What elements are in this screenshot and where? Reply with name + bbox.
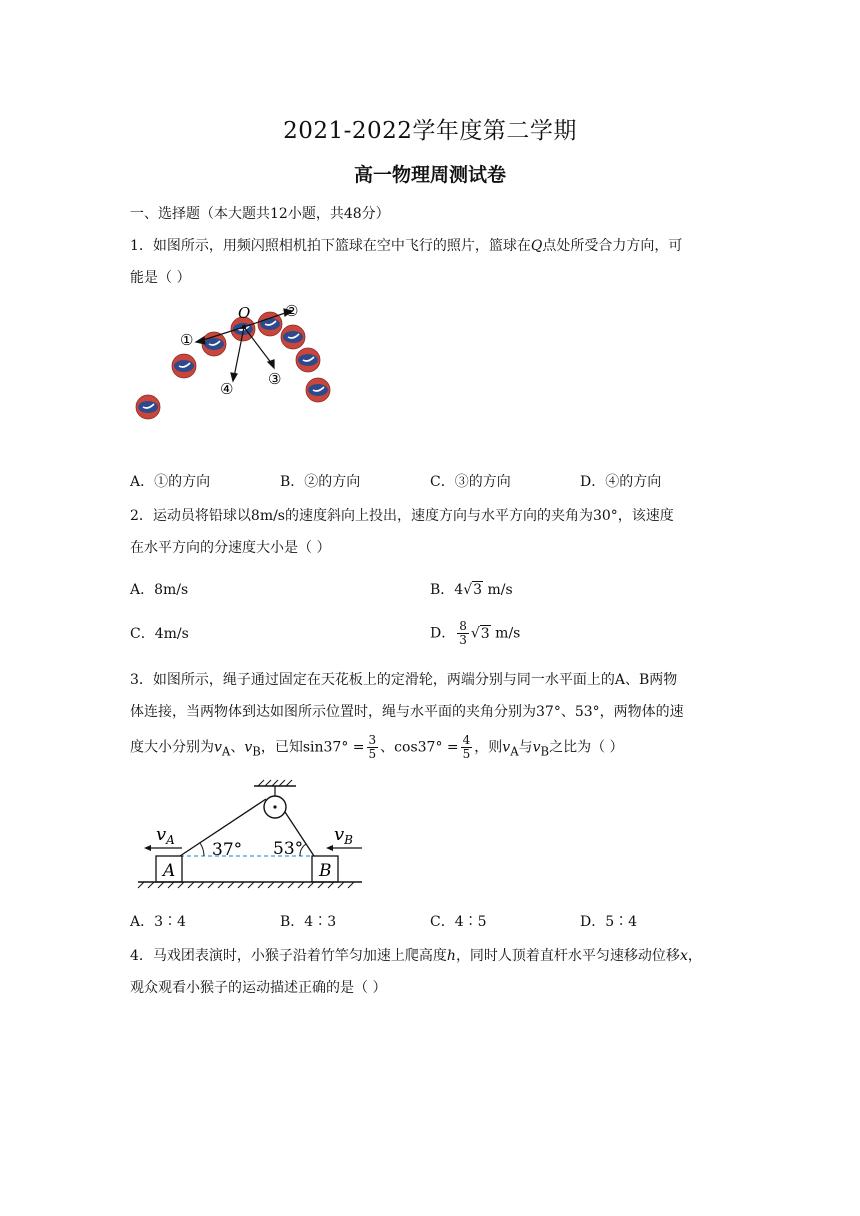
- direction-label-4: ④: [220, 380, 234, 398]
- q3-option-d: D．5∶4: [580, 914, 638, 930]
- q2-option-b: B．4√3 m/s: [430, 582, 513, 598]
- angle-arc-a: [200, 843, 204, 856]
- pulley-axle: [273, 805, 276, 808]
- direction-label-1: ①: [180, 331, 194, 349]
- q1-line2: 能是（ ）: [130, 270, 191, 286]
- direction-label-3: ③: [268, 370, 282, 388]
- angle-37-label: 37°: [212, 840, 243, 860]
- q2-d-fraction: $\frac{8}{3}$: [459, 619, 467, 647]
- ground-hatch: [138, 882, 354, 888]
- point-o-label: O: [238, 304, 251, 322]
- q1-option-c: C．③的方向: [430, 474, 511, 490]
- q4-line1: 4．马戏团表演时，小猴子沿着竹竿匀加速上爬高度h，同时人顶着直杆水平匀速移动位移x，: [130, 948, 702, 964]
- sin-fraction: $\frac{3}{5}$: [368, 733, 377, 761]
- point-o-dot: [242, 325, 246, 329]
- velocity-b-label: $v_B$: [334, 824, 353, 847]
- q2-line1: 2．运动员将铅球以8m/s的速度斜向上投出，速度方向与水平方向的夹角为30°，该速度: [130, 508, 674, 524]
- q1-basketball-figure: [128, 300, 368, 430]
- block-a-label: A: [163, 861, 176, 881]
- q1-option-d: D．④的方向: [580, 474, 662, 490]
- q2-option-d: D． $\frac{8}{3}$ √3 m/s: [430, 619, 521, 647]
- q1-point: Q: [530, 238, 543, 254]
- q3-option-b: B．4∶3: [280, 914, 337, 930]
- q2-option-a: A．8m/s: [130, 582, 189, 598]
- exam-term: 2021-2022学年度第二学期: [283, 118, 577, 144]
- velocity-b-head: [326, 845, 333, 851]
- q2-line2: 在水平方向的分速度大小是（ ）: [130, 540, 331, 556]
- q3-option-a: A．3∶4: [130, 914, 186, 930]
- basketball-trail: [136, 312, 330, 419]
- ceiling-hatch: [258, 780, 292, 786]
- velocity-a-head: [144, 845, 151, 851]
- q1-option-a: A．①的方向: [130, 474, 211, 490]
- q3-option-c: C．4∶5: [430, 914, 487, 930]
- q3-line3: 度大小分别为$v_A$、$v_B$，已知sin37° = $\frac{3}{5}$ 、cos37° = $\frac{4}{5}$ ，则$v_A$与$v_B$之比为（ ）: [130, 733, 624, 761]
- velocity-a-label: $v_A$: [156, 824, 175, 847]
- exam-title: 高一物理周测试卷: [353, 164, 506, 186]
- q2-option-c: C．4m/s: [130, 626, 189, 642]
- q4-line2: 观众观看小猴子的运动描述正确的是（ ）: [130, 980, 387, 996]
- q3-pulley-figure: [134, 778, 366, 890]
- q3-line2: 体连接，当两物体到达如图所示位置时，绳与水平面的夹角分别为37°、53°，两物体的速: [130, 704, 684, 720]
- section-heading: 一、选择题（本大题共12小题，共48分）: [130, 206, 390, 222]
- block-b-label: B: [319, 861, 332, 881]
- q1-option-b: B．②的方向: [280, 474, 361, 490]
- cos-fraction: $\frac{4}{5}$: [462, 733, 471, 761]
- direction-label-2: ②: [285, 302, 299, 320]
- q1-line1: 1．如图所示，用频闪照相机拍下篮球在空中飞行的照片，篮球在Q点处所受合力方向，可: [130, 238, 683, 254]
- angle-53-label: 53°: [273, 839, 304, 859]
- q3-line1: 3．如图所示，绳子通过固定在天花板上的定滑轮，两端分别与同一水平面上的A、B两物: [130, 672, 678, 688]
